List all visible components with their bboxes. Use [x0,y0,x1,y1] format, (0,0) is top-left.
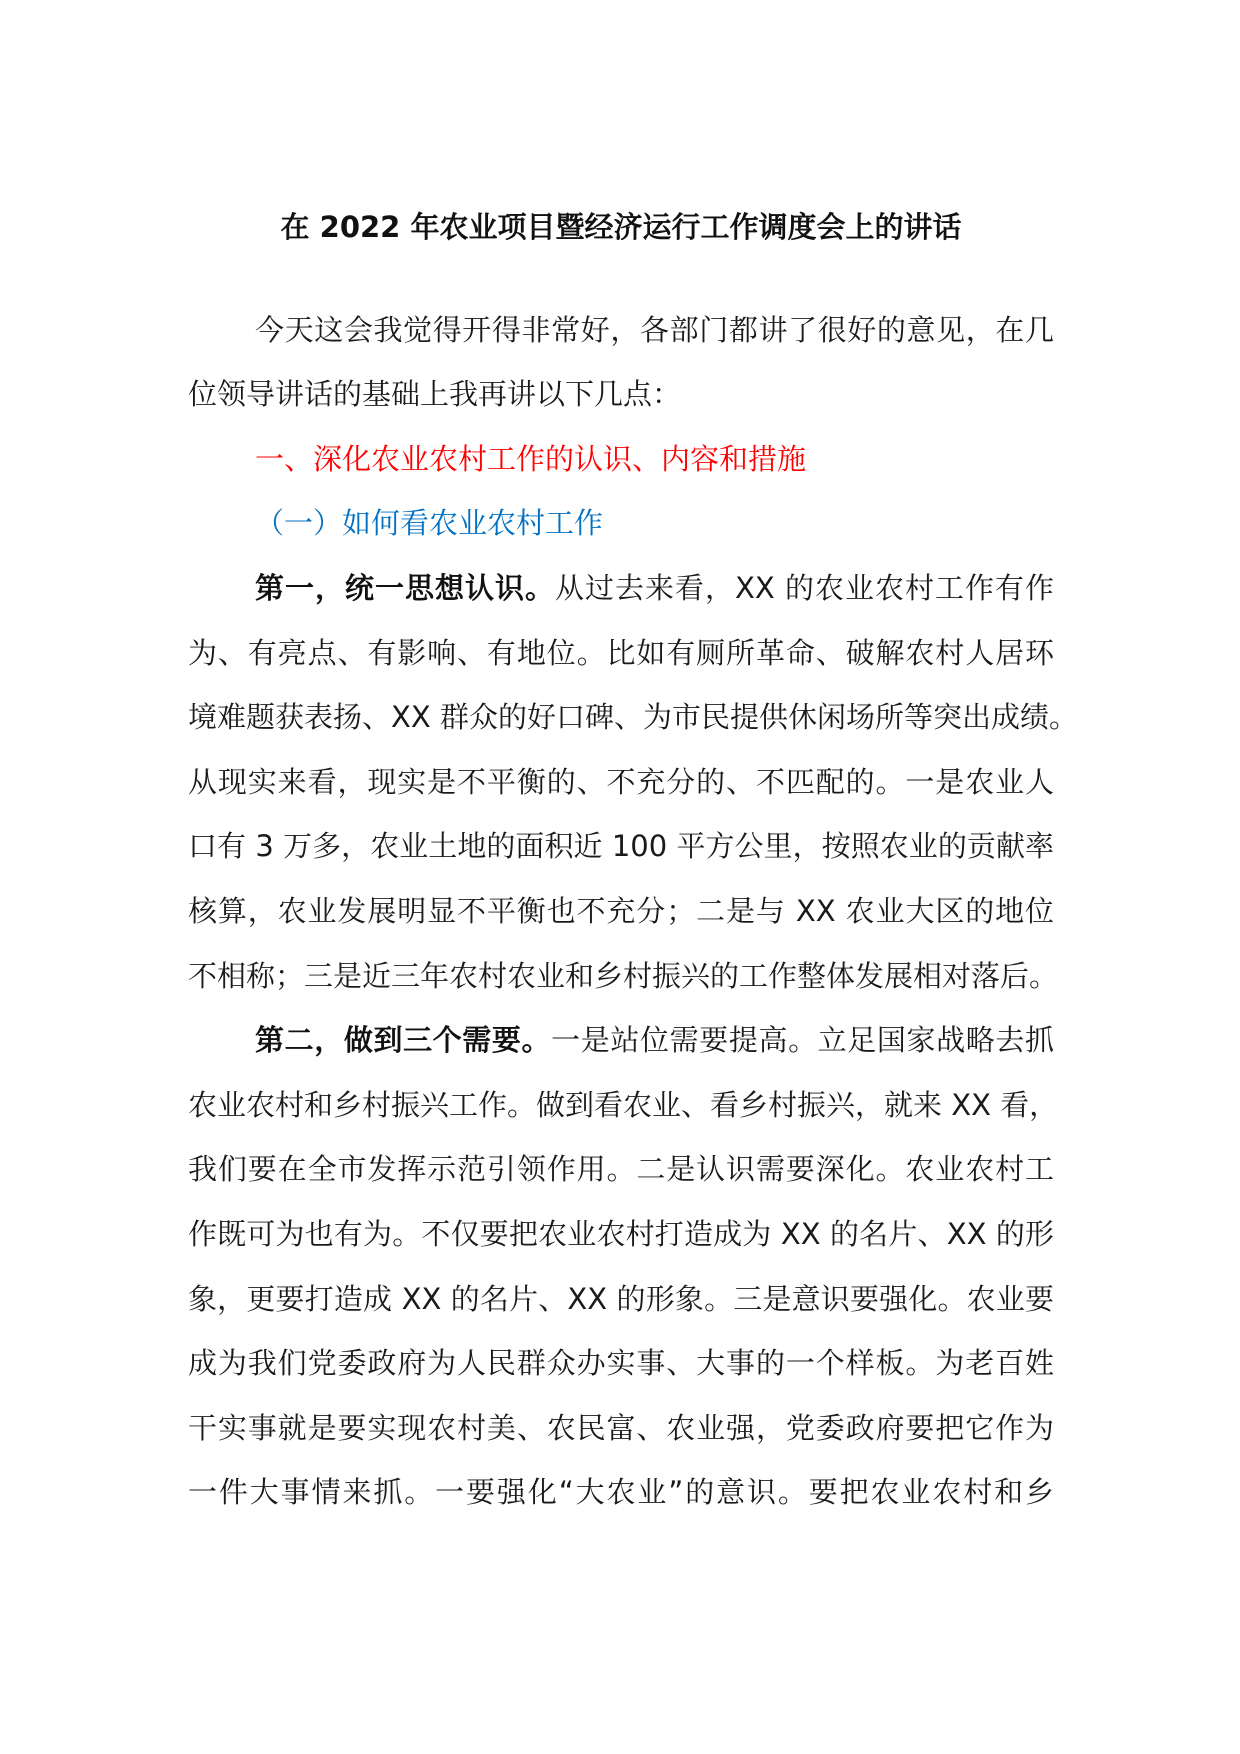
paragraph-line: 成为我们党委政府为人民群众办实事、大事的一个样板。为老百姓 [188,1346,1054,1381]
document-body [188,195,1078,1525]
paragraph-line: 今天这会我觉得开得非常好，各部门都讲了很好的意见，在几 [255,312,1054,347]
paragraph-line: 核算，农业发展明显不平衡也不充分；二是与 XX 农业大区的地位 [188,893,1054,928]
paragraph-line: 一件大事情来抓。一要强化“大农业”的意识。要把农业农村和乡 [188,1475,1054,1510]
paragraph-line-text: 从过去来看，XX 的农业农村工作有作 [555,570,1054,605]
point-1-paragraph [188,556,1078,1008]
paragraph-line: 不相称；三是近三年农村农业和乡村振兴的工作整体发展相对落后。 [188,958,1059,993]
paragraph-line: 我们要在全市发挥示范引领作用。二是认识需要深化。农业农村工 [188,1152,1054,1187]
section-heading: 一、深化农业农村工作的认识、内容和措施 [255,441,807,476]
intro-paragraph [188,298,1054,427]
point-lead-label: 第二，做到三个需要。 [255,1023,552,1058]
paragraph-line: 位领导讲话的基础上我再讲以下几点： [188,377,682,412]
paragraph-line: 为、有亮点、有影响、有地位。比如有厕所革命、破解农村人居环 [188,635,1054,670]
paragraph-line: 从现实来看，现实是不平衡的、不充分的、不匹配的。一是农业人 [188,764,1054,799]
paragraph-line: 象，更要打造成 XX 的名片、XX 的形象。三是意识要强化。农业要 [188,1281,1054,1316]
point-lead-label: 第一，统一思想认识。 [255,570,556,605]
paragraph-line [188,1008,1054,1073]
paragraph-line: 作既可为也有为。不仅要把农业农村打造成为 XX 的名片、XX 的形 [188,1216,1054,1251]
document-title: 在 2022 年农业项目暨经济运行工作调度会上的讲话 [280,210,962,244]
section-subheading: （一）如何看农业农村工作 [255,506,604,541]
paragraph-line: 境难题获表扬、XX 群众的好口碑、为市民提供休闲场所等突出成绩。 [188,700,1078,735]
paragraph-line: 农业农村和乡村振兴工作。做到看农业、看乡村振兴，就来 XX 看， [188,1087,1059,1122]
paragraph-line: 干实事就是要实现农村美、农民富、农业强，党委政府要把它作为 [188,1410,1054,1445]
paragraph-line [188,556,1054,621]
paragraph-line-text: 一是站位需要提高。立足国家战略去抓 [551,1023,1054,1058]
point-2-paragraph [188,1008,1059,1525]
paragraph-line: 口有 3 万多，农业土地的面积近 100 平方公里，按照农业的贡献率 [188,829,1054,864]
